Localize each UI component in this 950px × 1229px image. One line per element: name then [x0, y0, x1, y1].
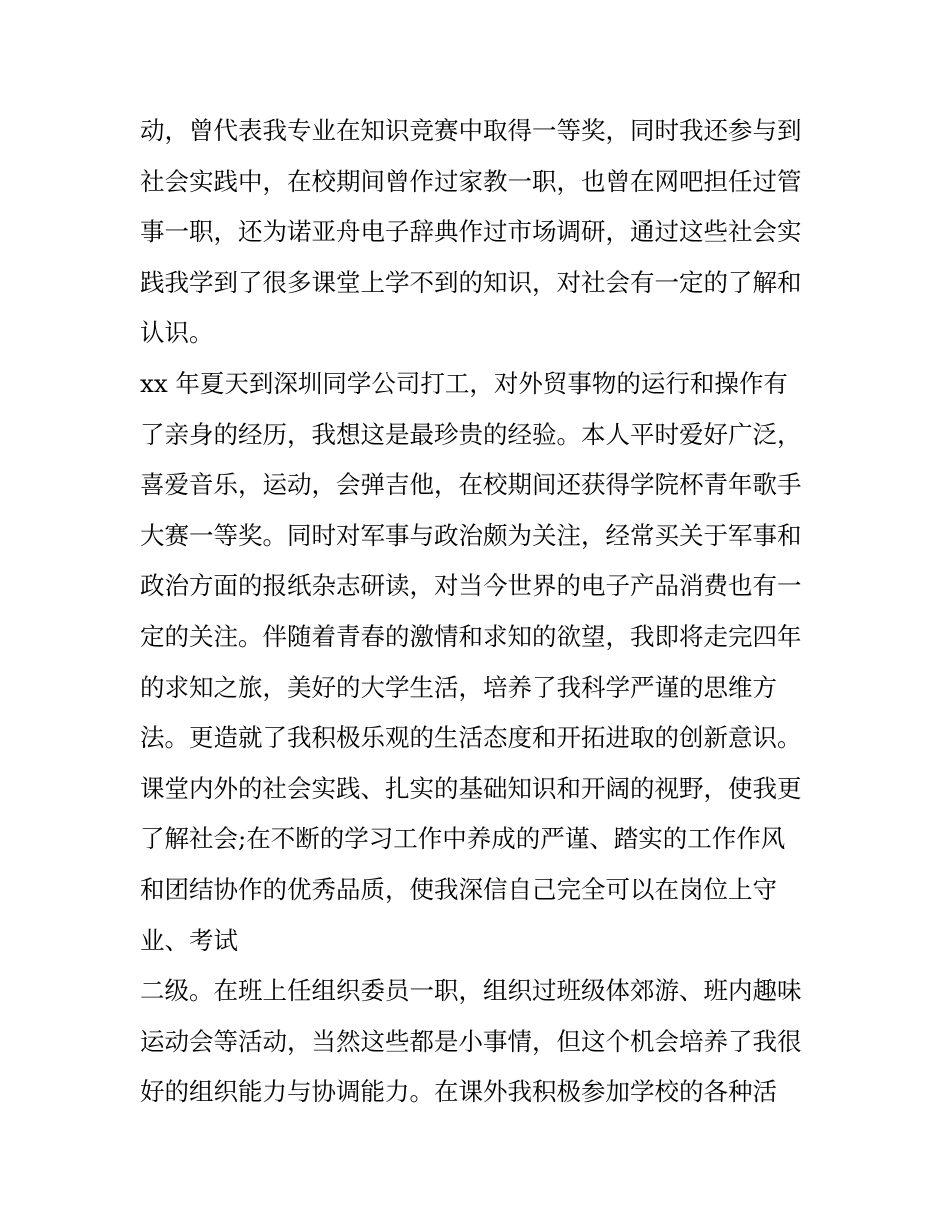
text-line: 业、考试 — [140, 925, 238, 955]
text-line: 二级。在班上任组织委员一职，组织过班级体郊游、班内趣味 — [140, 976, 802, 1006]
text-line: 运动会等活动，当然这些都是小事情，但这个机会培养了我很 — [140, 1026, 802, 1056]
text-line: 的求知之旅，美好的大学生活，培养了我科学严谨的思维方 — [140, 672, 777, 702]
text-line: 事一职，还为诺亚舟电子辞典作过市场调研，通过这些社会实 — [140, 217, 802, 247]
text-line: 社会实践中，在校期间曾作过家教一职，也曾在网吧担任过管 — [140, 166, 802, 196]
text-line: 课堂内外的社会实践、扎实的基础知识和开阔的视野，使我更 — [140, 773, 802, 803]
text-line: 喜爱音乐，运动，会弹吉他，在校期间还获得学院杯青年歌手 — [140, 470, 802, 500]
text-line: 好的组织能力与协调能力。在课外我积极参加学校的各种活 — [140, 1077, 777, 1107]
text-line: 了解社会;在不断的学习工作中养成的严谨、踏实的工作作风 — [140, 824, 786, 854]
text-line: 认识。 — [140, 318, 214, 348]
text-line: 政治方面的报纸杂志研读，对当今世界的电子产品消费也有一 — [140, 571, 802, 601]
text-line: 了亲身的经历，我想这是最珍贵的经验。本人平时爱好广泛， — [140, 419, 802, 449]
text-line: 定的关注。伴随着青春的激情和求知的欲望，我即将走完四年 — [140, 621, 802, 651]
text-line: 法。更造就了我积极乐观的生活态度和开拓进取的创新意识。 — [140, 723, 802, 753]
text-line: xx 年夏天到深圳同学公司打工，对外贸事物的运行和操作有 — [140, 368, 788, 398]
text-line: 大赛一等奖。同时对军事与政治颇为关注，经常买关于军事和 — [140, 520, 802, 550]
text-line: 动，曾代表我专业在知识竞赛中取得一等奖，同时我还参与到 — [140, 116, 802, 145]
text-line: 和团结协作的优秀品质，使我深信自己完全可以在岗位上守 — [140, 874, 777, 904]
body-text — [140, 106, 840, 1118]
text-line: 践我学到了很多课堂上学不到的知识，对社会有一定的了解和 — [140, 267, 802, 297]
